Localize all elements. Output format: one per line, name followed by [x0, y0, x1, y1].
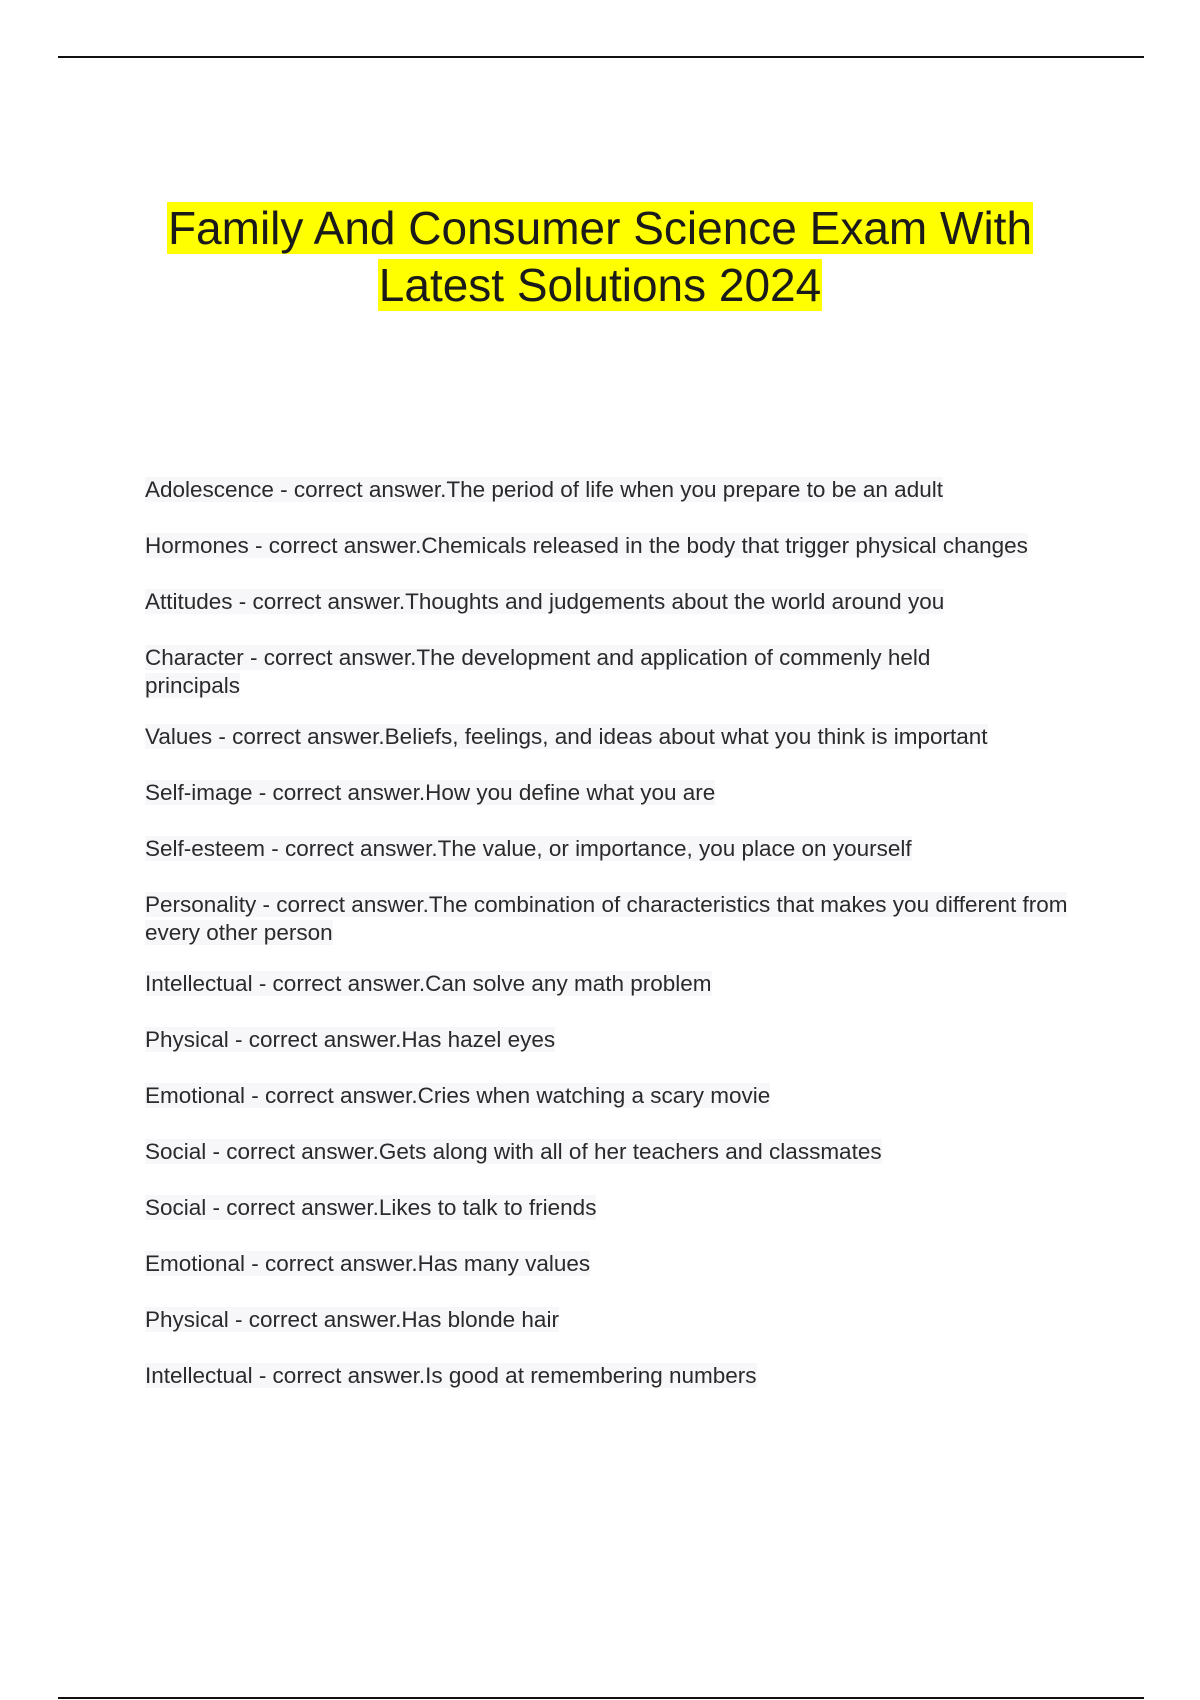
qa-item: Emotional - correct answer.Has many values [145, 1251, 591, 1276]
qa-item: Self-esteem - correct answer.The value, or importance, you place on yourself [145, 836, 912, 861]
qa-list [145, 476, 1095, 1418]
qa-item: Adolescence - correct answer.The period of life when you prepare to be an adult [145, 477, 943, 502]
qa-item: Physical - correct answer.Has hazel eyes [145, 1027, 556, 1052]
qa-item: Intellectual - correct answer.Is good at remembering numbers [145, 1363, 757, 1388]
qa-item: Personality - correct answer.The combination of characteristics that makes you different from every other person [145, 892, 1068, 945]
qa-item: Attitudes - correct answer.Thoughts and judgements about the world around you [145, 589, 945, 614]
document-title [100, 200, 1100, 314]
title-line-2: Latest Solutions 2024 [378, 259, 822, 311]
qa-item: Social - correct answer.Likes to talk to friends [145, 1195, 597, 1220]
qa-item: Hormones - correct answer.Chemicals released in the body that trigger physical changes [145, 533, 1028, 558]
qa-item: Emotional - correct answer.Cries when watching a scary movie [145, 1083, 771, 1108]
qa-item: Social - correct answer.Gets along with all of her teachers and classmates [145, 1139, 882, 1164]
qa-item: Self-image - correct answer.How you define what you are [145, 780, 716, 805]
qa-item: Character - correct answer.The development and application of commenly held principals [145, 645, 931, 698]
top-rule [58, 56, 1144, 58]
title-line-1: Family And Consumer Science Exam With [167, 202, 1033, 254]
qa-item: Intellectual - correct answer.Can solve any math problem [145, 971, 712, 996]
qa-item: Values - correct answer.Beliefs, feelings, and ideas about what you think is important [145, 724, 988, 749]
bottom-rule [58, 1697, 1144, 1699]
qa-item: Physical - correct answer.Has blonde hair [145, 1307, 559, 1332]
